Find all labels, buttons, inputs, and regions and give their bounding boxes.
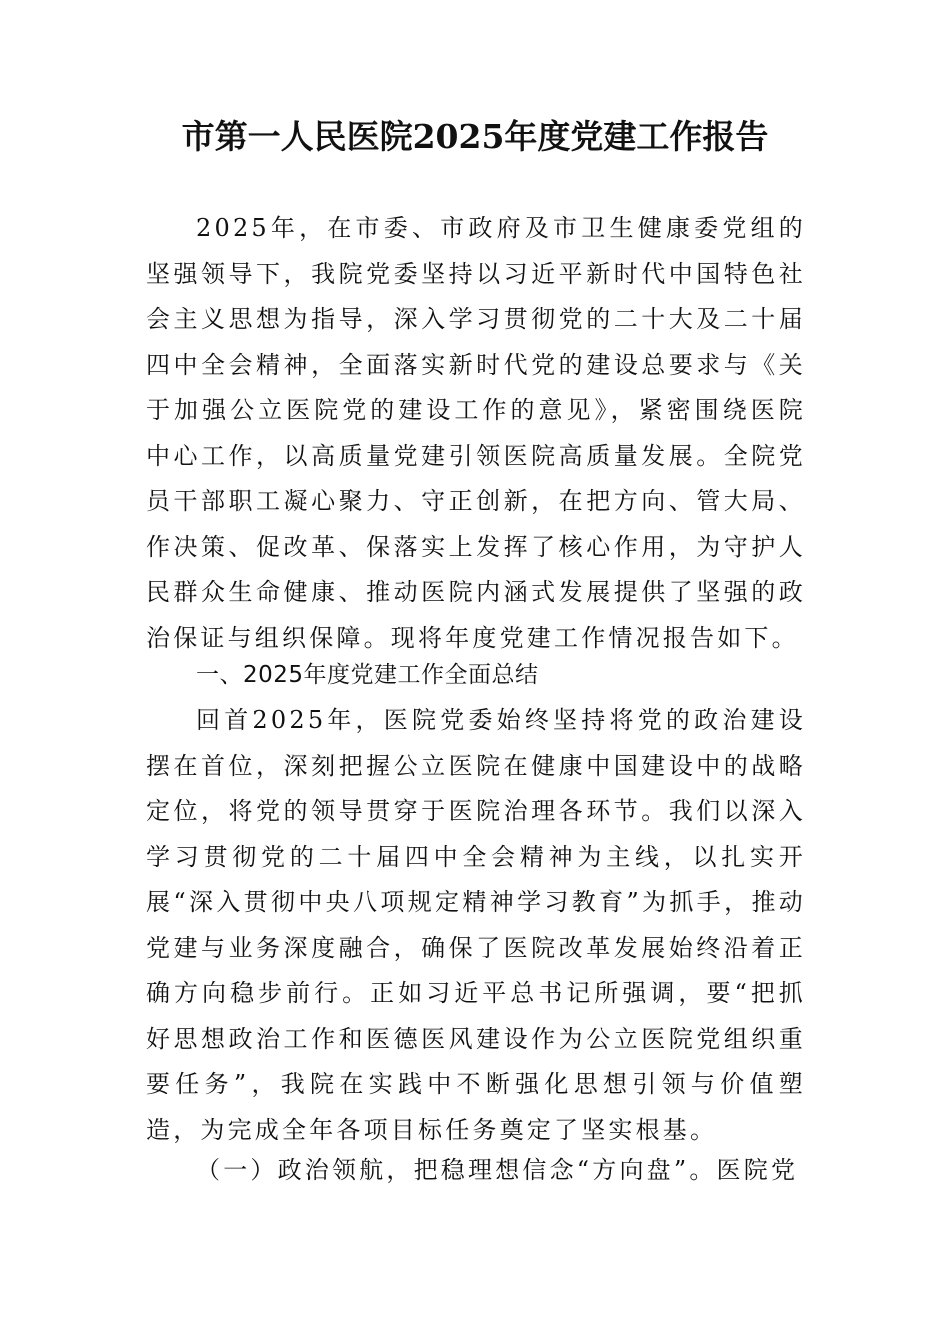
document-title: 市第一人民医院2025年度党建工作报告: [181, 117, 769, 156]
intro-paragraph: 2025年，在市委、市政府及市卫生健康委党组的坚强领导下，我院党委坚持以习近平新时代中国特色社会主义思想为指导，深入学习贯彻党的二十大及二十届四中全会精神，全面落实新时代党的建设总要求与《关于加强公立医院党的建设工作的意见》，紧密围绕医院中心工作，以高质量党建引领医院高质量发展。全院党员干部职工凝心聚力、守正创新，在把方向、管大局、作决策、促改革、保落实上发挥了核心作用，为守护人民群众生命健康、推动医院内涵式发展提供了坚强的政治保证与组织保障。现将年度党建工作情况报告如下。: [146, 214, 806, 652]
subsection-paragraph: （一）政治领航，把稳理想信念“方向盘”。医院党: [196, 1156, 799, 1184]
section-heading: 一、2025年度党建工作全面总结: [196, 662, 539, 688]
section-paragraph: 回首2025年，医院党委始终坚持将党的政治建设摆在首位，深刻把握公立医院在健康中国建设中的战略定位，将党的领导贯穿于医院治理各环节。我们以深入学习贯彻党的二十届四中全会精神为主线，以扎实开展“深入贯彻中央八项规定精神学习教育”为抓手，推动党建与业务深度融合，确保了医院改革发展始终沿着正确方向稳步前行。正如习近平总书记所强调，要“把抓好思想政治工作和医德医风建设作为公立医院党组织重要任务”，我院在实践中不断强化思想引领与价值塑造，为完成全年各项目标任务奠定了坚实根基。: [146, 706, 806, 1144]
